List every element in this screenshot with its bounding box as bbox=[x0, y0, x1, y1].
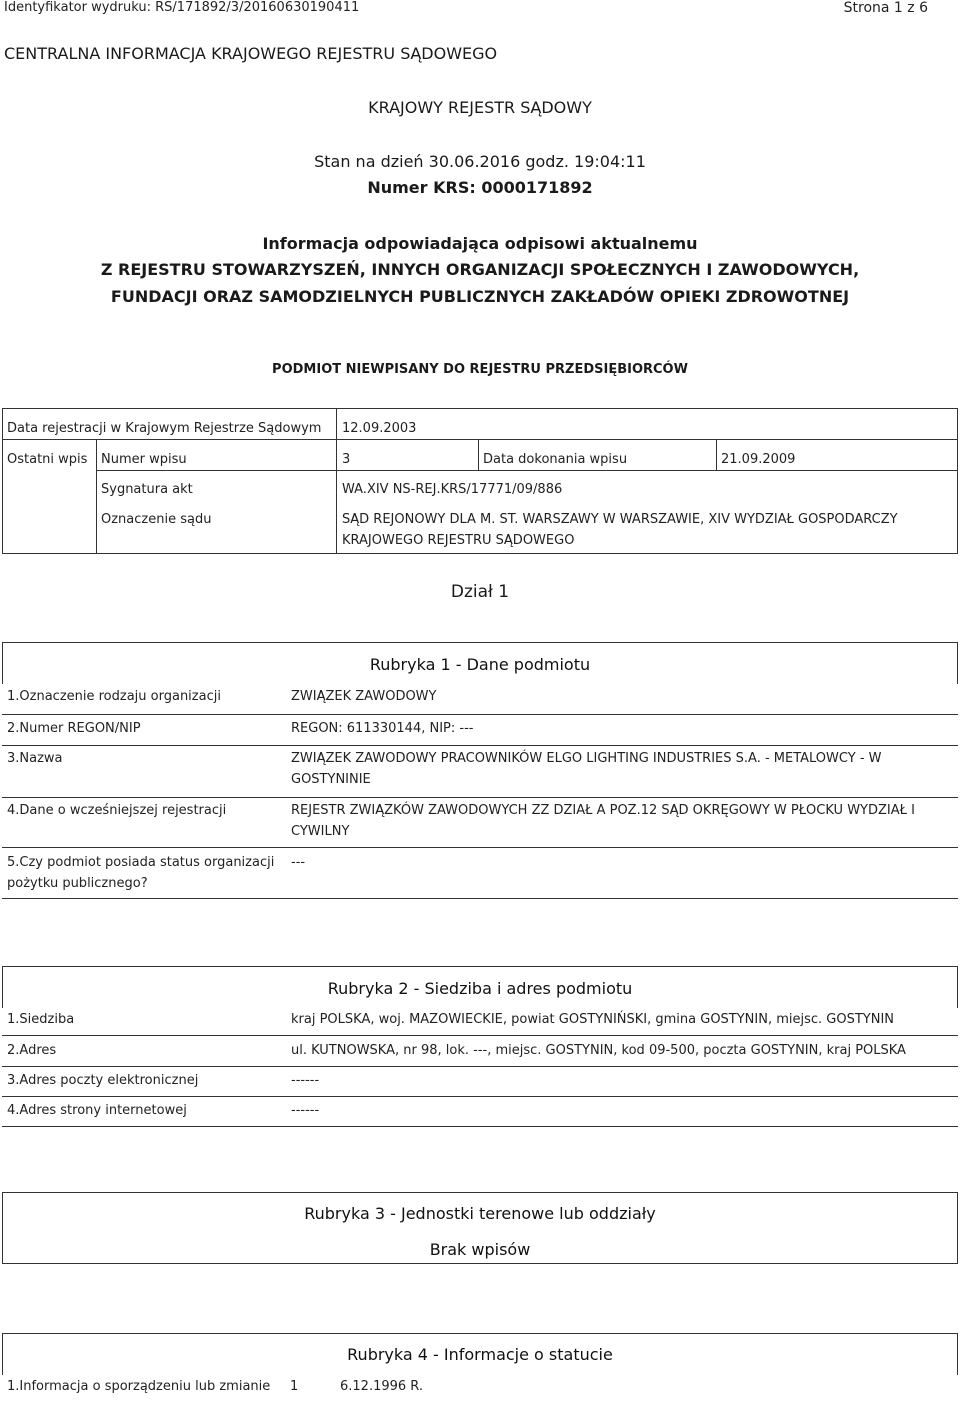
rubric-1-row-3-value-cont: GOSTYNINIE bbox=[291, 772, 371, 787]
rubric-2-title: Rubryka 2 - Siedziba i adres podmiotu bbox=[327, 979, 633, 998]
rubric-2-row-2-label: 2.Adres bbox=[7, 1043, 57, 1058]
rubric-1-row-4-value: REJESTR ZWIĄZKÓW ZAWODOWYCH ZZ DZIAŁ A POZ.12 SĄD OKRĘGOWY W PŁOCKU WYDZIAŁ I bbox=[291, 803, 915, 818]
registry-title: KRAJOWY REJESTR SĄDOWY bbox=[368, 98, 592, 117]
print-identifier: Identyfikator wydruku: RS/171892/3/20160630190411 bbox=[4, 0, 360, 15]
rubric-1-row-2-label: 2.Numer REGON/NIP bbox=[7, 721, 141, 736]
rubric-1-row-3-label: 3.Nazwa bbox=[7, 751, 63, 766]
rubric-4-row-1-number: 1 bbox=[290, 1379, 299, 1394]
rubric-1-row-1-label: 1.Oznaczenie rodzaju organizacji bbox=[7, 689, 221, 704]
rubric-3-title: Rubryka 3 - Jednostki terenowe lub oddziały bbox=[304, 1204, 656, 1223]
registration-date-label: Data rejestracji w Krajowym Rejestrze Sądowym bbox=[7, 421, 322, 436]
last-entry-label: Ostatni wpis bbox=[7, 452, 88, 467]
rubric-3-empty: Brak wpisów bbox=[429, 1240, 531, 1259]
page-number: Strona 1 z 6 bbox=[843, 0, 928, 16]
status-date: Stan na dzień 30.06.2016 godz. 19:04:11 bbox=[314, 152, 646, 171]
info-line-3: FUNDACJI ORAZ SAMODZIELNYCH PUBLICZNYCH ZAKŁADÓW OPIEKI ZDROWOTNEJ bbox=[110, 287, 850, 306]
rubric-1-row-5-value: --- bbox=[291, 855, 306, 870]
rubric-2-row-1-label: 1.Siedziba bbox=[7, 1012, 75, 1027]
rubric-2-row-1-value: kraj POLSKA, woj. MAZOWIECKIE, powiat GOSTYNIŃSKI, gmina GOSTYNIN, miejsc. GOSTYNIN bbox=[291, 1012, 895, 1027]
rubric-1-row-4-value-cont: CYWILNY bbox=[291, 824, 350, 839]
rubric-2-row-2-value: ul. KUTNOWSKA, nr 98, lok. ---, miejsc. GOSTYNIN, kod 09-500, poczta GOSTYNIN, kraj POLSKA bbox=[291, 1043, 906, 1058]
court-value-line-2: KRAJOWEGO REJESTRU SĄDOWEGO bbox=[342, 533, 575, 548]
rubric-4-title: Rubryka 4 - Informacje o statucie bbox=[347, 1345, 613, 1364]
signature-value: WA.XIV NS-REJ.KRS/17771/09/886 bbox=[342, 482, 563, 497]
rubric-4-row-1-label: 1.Informacja o sporządzeniu lub zmianie bbox=[7, 1379, 271, 1394]
rubric-1-row-1-value: ZWIĄZEK ZAWODOWY bbox=[291, 689, 437, 704]
rubric-1-row-5-label: 5.Czy podmiot posiada status organizacji bbox=[7, 855, 275, 870]
entry-date-label: Data dokonania wpisu bbox=[483, 452, 628, 467]
entry-number-label: Numer wpisu bbox=[101, 452, 187, 467]
court-value-line-1: SĄD REJONOWY DLA M. ST. WARSZAWY W WARSZAWIE, XIV WYDZIAŁ GOSPODARCZY bbox=[342, 512, 898, 527]
krs-number: Numer KRS: 0000171892 bbox=[367, 178, 593, 197]
rubric-1-row-4-label: 4.Dane o wcześniejszej rejestracji bbox=[7, 803, 227, 818]
rubric-2-row-4-value: ------ bbox=[291, 1103, 320, 1118]
entity-note: PODMIOT NIEWPISANY DO REJESTRU PRZEDSIĘBIORCÓW bbox=[272, 362, 688, 377]
section-title: Dział 1 bbox=[450, 582, 510, 602]
entry-date-value: 21.09.2009 bbox=[721, 452, 796, 467]
info-line-2: Z REJESTRU STOWARZYSZEŃ, INNYCH ORGANIZACJI SPOŁECZNYCH I ZAWODOWYCH, bbox=[100, 260, 860, 279]
registration-date-value: 12.09.2003 bbox=[342, 421, 417, 436]
rubric-1-row-2-value: REGON: 611330144, NIP: --- bbox=[291, 721, 474, 736]
rubric-1-row-3-value: ZWIĄZEK ZAWODOWY PRACOWNIKÓW ELGO LIGHTING INDUSTRIES S.A. - METALOWCY - W bbox=[291, 751, 882, 766]
rubric-2-row-3-label: 3.Adres poczty elektronicznej bbox=[7, 1073, 199, 1088]
info-line-1: Informacja odpowiadająca odpisowi aktualnemu bbox=[262, 234, 698, 253]
rubric-1-row-5-label-cont: pożytku publicznego? bbox=[7, 876, 148, 891]
rubric-4-row-1-value: 6.12.1996 R. bbox=[340, 1379, 423, 1394]
institution-name: CENTRALNA INFORMACJA KRAJOWEGO REJESTRU SĄDOWEGO bbox=[4, 44, 498, 63]
rubric-2-row-4-label: 4.Adres strony internetowej bbox=[7, 1103, 187, 1118]
court-label: Oznaczenie sądu bbox=[101, 512, 212, 527]
entry-number-value: 3 bbox=[342, 452, 351, 467]
signature-label: Sygnatura akt bbox=[101, 482, 193, 497]
rubric-1-title: Rubryka 1 - Dane podmiotu bbox=[369, 655, 591, 674]
rubric-2-row-3-value: ------ bbox=[291, 1073, 320, 1088]
